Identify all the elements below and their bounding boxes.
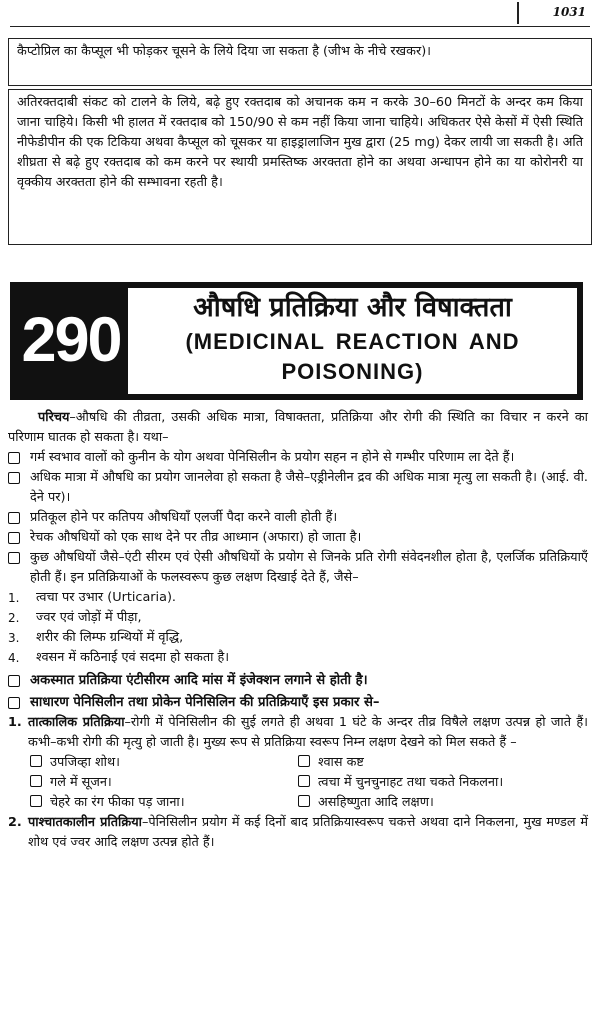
checkbox-bullet-icon xyxy=(298,775,310,787)
symptom-item xyxy=(8,608,588,628)
chapter-title-hindi: औषधि प्रतिक्रिया और विषाक्तता xyxy=(193,292,512,323)
list-item-text: कुछ औषधियों जैसे–एंटी सीरम एवं ऐसी औषधियों के प्रयोग से जिनके प्रति रोगी संवेदनशील होता है, एलर्जिक प्रतिक्रियाएँ होती हैं। इन प्रतिक्रियाओं के फलस्वरूप कुछ लक्षण दिखाई देते हैं, जैसे– xyxy=(30,550,588,585)
grid-item-text: असहिष्णुता आदि लक्षण। xyxy=(318,795,434,810)
intro-lead: परिचय xyxy=(38,410,70,425)
item-number: 2. xyxy=(8,815,22,830)
item-lead: पाश्चातकालीन प्रतिक्रिया xyxy=(28,815,142,830)
list-item-text: गर्म स्वभाव वालों को कुनीन के योग अथवा पेनिसिलीन के प्रयोग सहन न होने से गम्भीर परिणाम ला देते हैं। xyxy=(30,450,515,465)
list-item xyxy=(8,508,588,528)
grid-item xyxy=(298,793,578,813)
list-item xyxy=(8,528,588,548)
list-item-text: अधिक मात्रा में औषधि का प्रयोग जानलेवा हो सकता है जैसे–एड्रीनेलीन द्रव की अधिक मात्रा मृत्यु ला सकती है। (आई. वी. देने पर)। xyxy=(30,470,588,505)
list-item xyxy=(8,468,588,508)
note-text: कैप्टोप्रिल का कैप्सूल भी फोड़कर चूसने के लिये दिया जा सकता है (जीभ के नीचे रखकर)। xyxy=(17,44,432,59)
checkbox-bullet-icon xyxy=(30,755,42,767)
grid-item xyxy=(30,753,292,773)
intro-paragraph xyxy=(8,408,588,448)
checkbox-bullet-icon xyxy=(8,552,20,564)
intro-text: –औषधि की तीव्रता, उसकी अधिक मात्रा, विषाक्तता, प्रतिक्रिया और रोगी की स्थिति का विचार न करने का परिणाम घातक हो सकता है। यथा– xyxy=(8,410,588,445)
item-text: –पेनिसिलीन प्रयोग में कई दिनों बाद प्रतिक्रियास्वरूप चकत्ते अथवा दाने निकलना, मुख मण्डल में शोथ एवं ज्वर आदि लक्षण उत्पन्न होते हैं। xyxy=(28,815,589,850)
grid-item-text: चेहरे का रंग फीका पड़ जाना। xyxy=(50,795,185,810)
page-number: 1031 xyxy=(552,5,586,19)
list-item-text: साधारण पेनिसिलीन तथा प्रोकेन पेनिसिलिन की प्रतिक्रियाएँ इस प्रकार से– xyxy=(30,695,380,710)
symptom-text: ज्वर एवं जोड़ों में पीड़ा, xyxy=(36,610,142,625)
item-text: –रोगी में पेनिसिलीन की सुई लगते ही अथवा 1 घंटे के अन्दर तीव्र विषैले लक्षण उत्पन्न हो जाते हैं। कभी–कभी रोगी की मृत्यु हो जाती है। मुख्य रूप से प्रतिक्रिया स्वरूप निम्न लक्षण देखने को मिल सकते हैं – xyxy=(28,715,588,750)
note-text: अतिरक्तदाबी संकट को टालने के लिये, बढ़े हुए रक्तदाब को अचानक कम न करके 30–60 मिनटों के अन्दर कम किया जाना चाहिये। किसी भी हालत में रक्तदाब को 150/90 से कम नहीं किया जाना चाहिये। अधिकतर ऐसे केसों में ऐसी स्थिति नीफेडीपीन की एक टिकिया अथवा कैप्सूल को चूसकर या हाइड्रालाजिन मुख द्वारा (25 mg) देकर लायी जा सकती है। अति शीघ्रता से बढ़े हुए रक्तदाब को कम करने पर स्थायी प्रमस्तिष्क अरक्तता होने का अथवा अन्धापन होने का या कोरोनरी या वृक्कीय अरक्तता होने की सम्भावना रहती है। xyxy=(17,95,583,190)
grid-item xyxy=(30,793,292,813)
chapter-number: 290 xyxy=(21,305,121,375)
checkbox-bullet-icon xyxy=(30,775,42,787)
list-item xyxy=(8,448,588,468)
symptom-list xyxy=(8,588,588,668)
grid-item xyxy=(298,753,578,773)
checkbox-bullet-icon xyxy=(8,512,20,524)
symptom-text: श्वसन में कठिनाई एवं सदमा हो सकता है। xyxy=(36,650,230,665)
grid-item xyxy=(298,773,578,793)
checkbox-bullet-icon xyxy=(298,795,310,807)
checkbox-bullet-icon xyxy=(30,795,42,807)
chapter-heading xyxy=(10,282,583,400)
item-number: 1. xyxy=(8,591,20,605)
grid-item-text: उपजिव्हा शोथ। xyxy=(50,755,121,770)
list-item xyxy=(8,548,588,588)
checkbox-bullet-icon xyxy=(298,755,310,767)
grid-item-text: त्वचा में चुनचुनाहट तथा चकते निकलना। xyxy=(318,775,504,790)
chapter-title-box xyxy=(128,288,577,394)
bold-list-item xyxy=(8,693,588,713)
item-number: 2. xyxy=(8,611,20,625)
item-number: 4. xyxy=(8,651,20,665)
checkbox-bullet-icon xyxy=(8,532,20,544)
symptom-item xyxy=(8,588,588,608)
item-number: 1. xyxy=(8,715,22,730)
header-rule xyxy=(10,0,590,27)
numbered-item-immediate-reaction xyxy=(8,713,588,753)
note-box-captopril xyxy=(8,38,592,86)
checkbox-bullet-icon xyxy=(8,675,20,687)
symptom-text: त्वचा पर उभार (Urticaria). xyxy=(36,590,176,605)
list-item-text: अकस्मात प्रतिक्रिया एंटीसीरम आदि मांस में इंजेक्शन लगाने से होती है। xyxy=(30,673,368,688)
numbered-item-delayed-reaction xyxy=(8,813,588,853)
chapter-body xyxy=(8,408,588,853)
list-item-text: रेचक औषधियों को एक साथ देने पर तीव्र आध्मान (अफारा) हो जाता है। xyxy=(30,530,362,545)
symptom-item xyxy=(8,648,588,668)
item-lead: तात्कालिक प्रतिक्रिया xyxy=(28,715,125,730)
item-number: 3. xyxy=(8,631,20,645)
header-divider xyxy=(517,2,519,24)
grid-item-text: गले में सूजन। xyxy=(50,775,112,790)
chapter-title-english-1: (MEDICINAL REACTION AND xyxy=(185,329,520,354)
grid-item xyxy=(30,773,292,793)
grid-item-text: श्वास कष्ट xyxy=(318,755,364,770)
note-box-hypertensive-crisis xyxy=(8,89,592,245)
symptom-grid xyxy=(8,753,588,813)
bold-list-item xyxy=(8,671,588,691)
chapter-title-english-2: POISONING) xyxy=(281,359,424,384)
checkbox-bullet-icon xyxy=(8,697,20,709)
symptom-item xyxy=(8,628,588,648)
symptom-text: शरीर की लिम्फ ग्रन्थियों में वृद्धि, xyxy=(36,630,184,645)
list-item-text: प्रतिकूल होने पर कतिपय औषधियाँ एलर्जी पैदा करने वाली होती हैं। xyxy=(30,510,338,525)
checkbox-bullet-icon xyxy=(8,452,20,464)
checkbox-bullet-icon xyxy=(8,472,20,484)
